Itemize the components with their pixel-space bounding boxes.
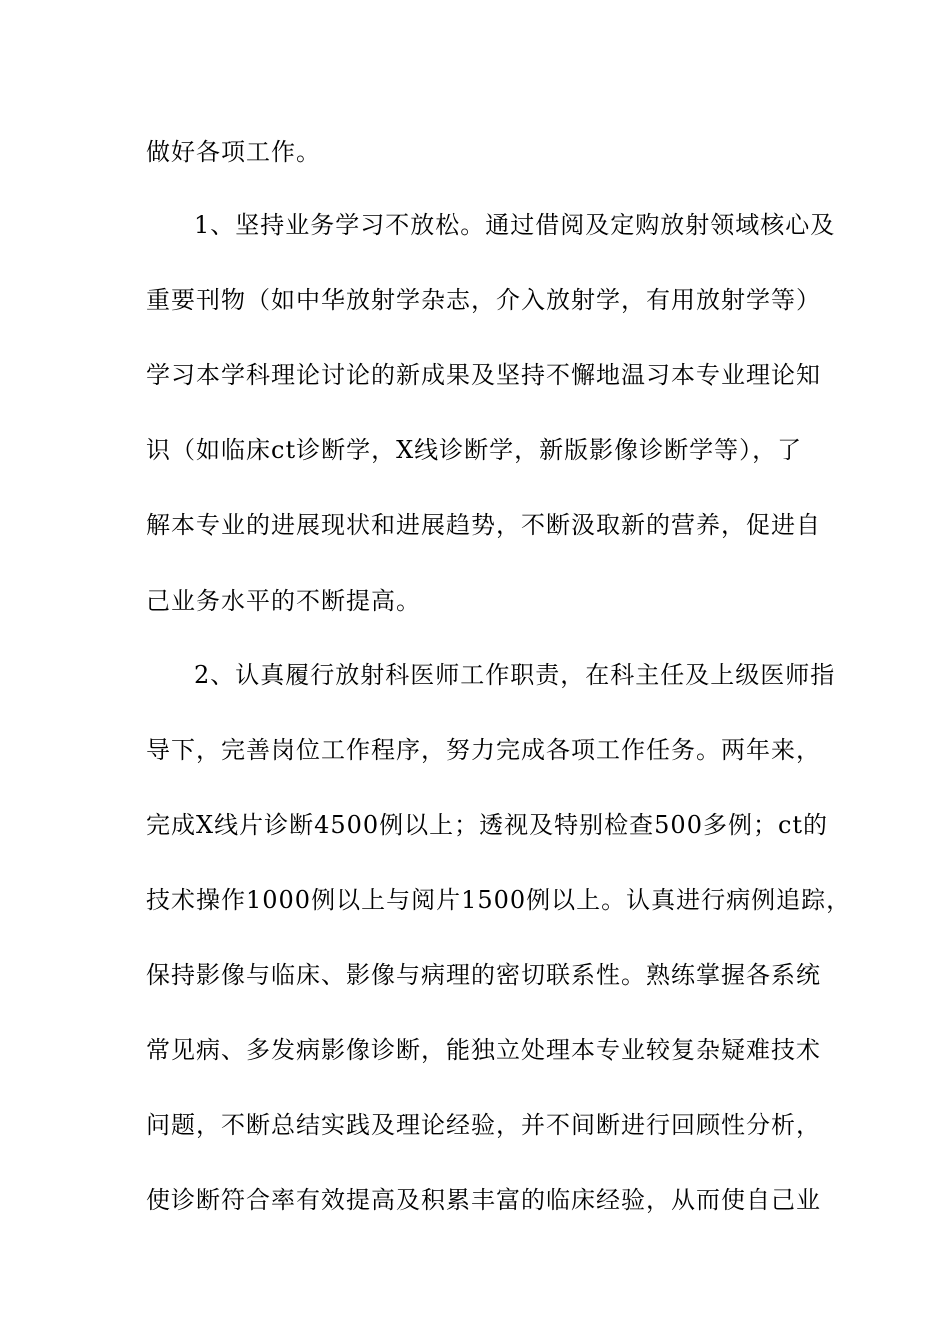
text-line: 保持影像与临床、影像与病理的密切联系性。熟练掌握各系统 [146,961,821,989]
text-line: 识（如临床ct诊断学，X线诊断学，新版影像诊断学等），了 [146,436,803,464]
text-line: 己业务水平的不断提高。 [146,587,421,615]
text-line: 2、认真履行放射科医师工作职责，在科主任及上级医师指 [194,661,836,689]
text-line: 完成X线片诊断4500例以上；透视及特别检查500多例；ct的 [146,811,829,839]
text-line: 解本专业的进展现状和进展趋势，不断汲取新的营养，促进自 [146,511,821,539]
text-line: 技术操作1000例以上与阅片1500例以上。认真进行病例追踪， [146,886,852,914]
text-line: 做好各项工作。 [146,138,321,166]
text-line: 1、坚持业务学习不放松。通过借阅及定购放射领域核心及 [194,211,836,239]
text-line: 问题，不断总结实践及理论经验，并不间断进行回顾性分析， [146,1111,821,1139]
text-line: 导下，完善岗位工作程序，努力完成各项工作任务。两年来， [146,736,821,764]
text-line: 重要刊物（如中华放射学杂志，介入放射学，有用放射学等） [146,286,821,314]
text-line: 学习本学科理论讨论的新成果及坚持不懈地温习本专业理论知 [146,361,821,389]
text-line: 使诊断符合率有效提高及积累丰富的临床经验，从而使自己业 [146,1186,821,1214]
text-line: 常见病、多发病影像诊断，能独立处理本专业较复杂疑难技术 [146,1036,821,1064]
